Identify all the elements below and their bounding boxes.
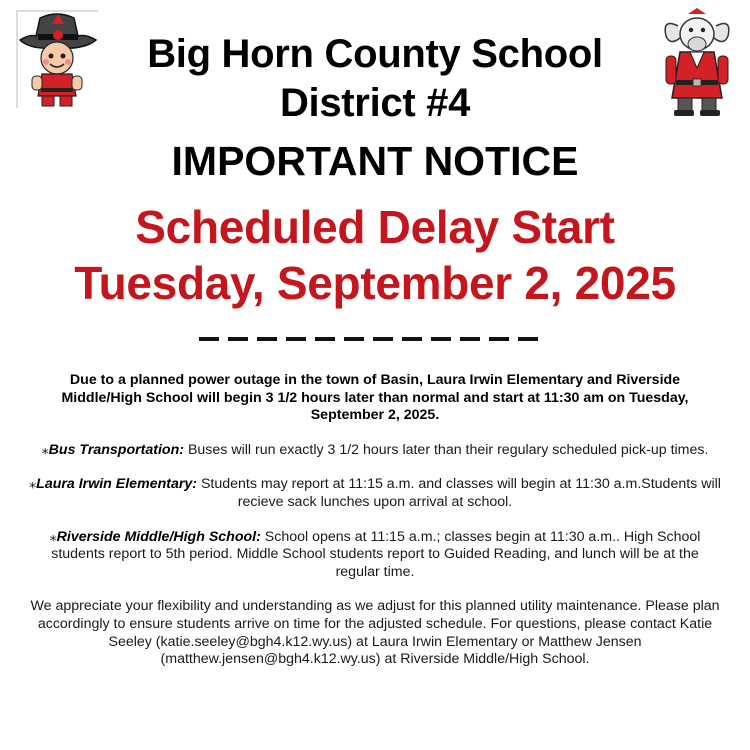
district-title-line1: Big Horn County School [147,32,603,76]
closing-paragraph: We appreciate your flexibility and understanding as we adjust for this planned utility maintenance. Please plan accordingly to ensure students arrive on time for the adjusted schedule. For questions, please contact Katie Seeley (katie.seeley@bgh4.k12.wy.us) at Laura Irwin Elementary or Matthew Jensen (matthew.jensen@bgh4.k12.wy.us) at Riverside Middle/High School. [30,598,720,668]
dash-divider [199,337,538,341]
item-riverside [28,529,722,582]
ram-mascot-icon [658,8,736,118]
item-bus-transportation [28,442,722,460]
bullet-icon: ⁎ [29,476,37,493]
cowboy-mascot-icon [14,10,100,110]
intro-paragraph: Due to a planned power outage in the town of Basin, Laura Irwin Elementary and Riverside Middle/High School will begin 3 1/2 hours later than normal and start at 11:30 am on Tuesday, September 2, 2025. [61,372,689,424]
delay-headline [0,199,750,311]
item-label: Riverside Middle/High School: [56,528,261,545]
district-title [95,30,655,128]
bullet-icon: ⁎ [41,441,49,458]
important-notice-heading: IMPORTANT NOTICE [171,138,579,184]
notice-body [28,372,722,669]
item-label: Laura Irwin Elementary: [36,476,197,493]
item-laura-irwin [28,476,722,511]
district-title-line2: District #4 [279,81,471,125]
delay-headline-line1: Scheduled Delay Start [135,201,615,253]
item-label: Bus Transportation: [48,441,184,458]
delay-headline-date: Tuesday, September 2, 2025 [74,257,676,309]
item-text: School opens at 11:15 a.m.; classes begin at 11:30 a.m.. High School students report to 5th period. Middle School students report to Guided Reading, and lunch will be at the regular time. [51,528,701,580]
item-text: Students may report at 11:15 a.m. and classes will begin at 11:30 a.m.Students will recieve sack lunches upon arrival at school. [200,476,721,510]
item-text: Buses will run exactly 3 1/2 hours later than their regulary scheduled pick-up times. [187,441,709,458]
bullet-icon: ⁎ [49,528,57,545]
